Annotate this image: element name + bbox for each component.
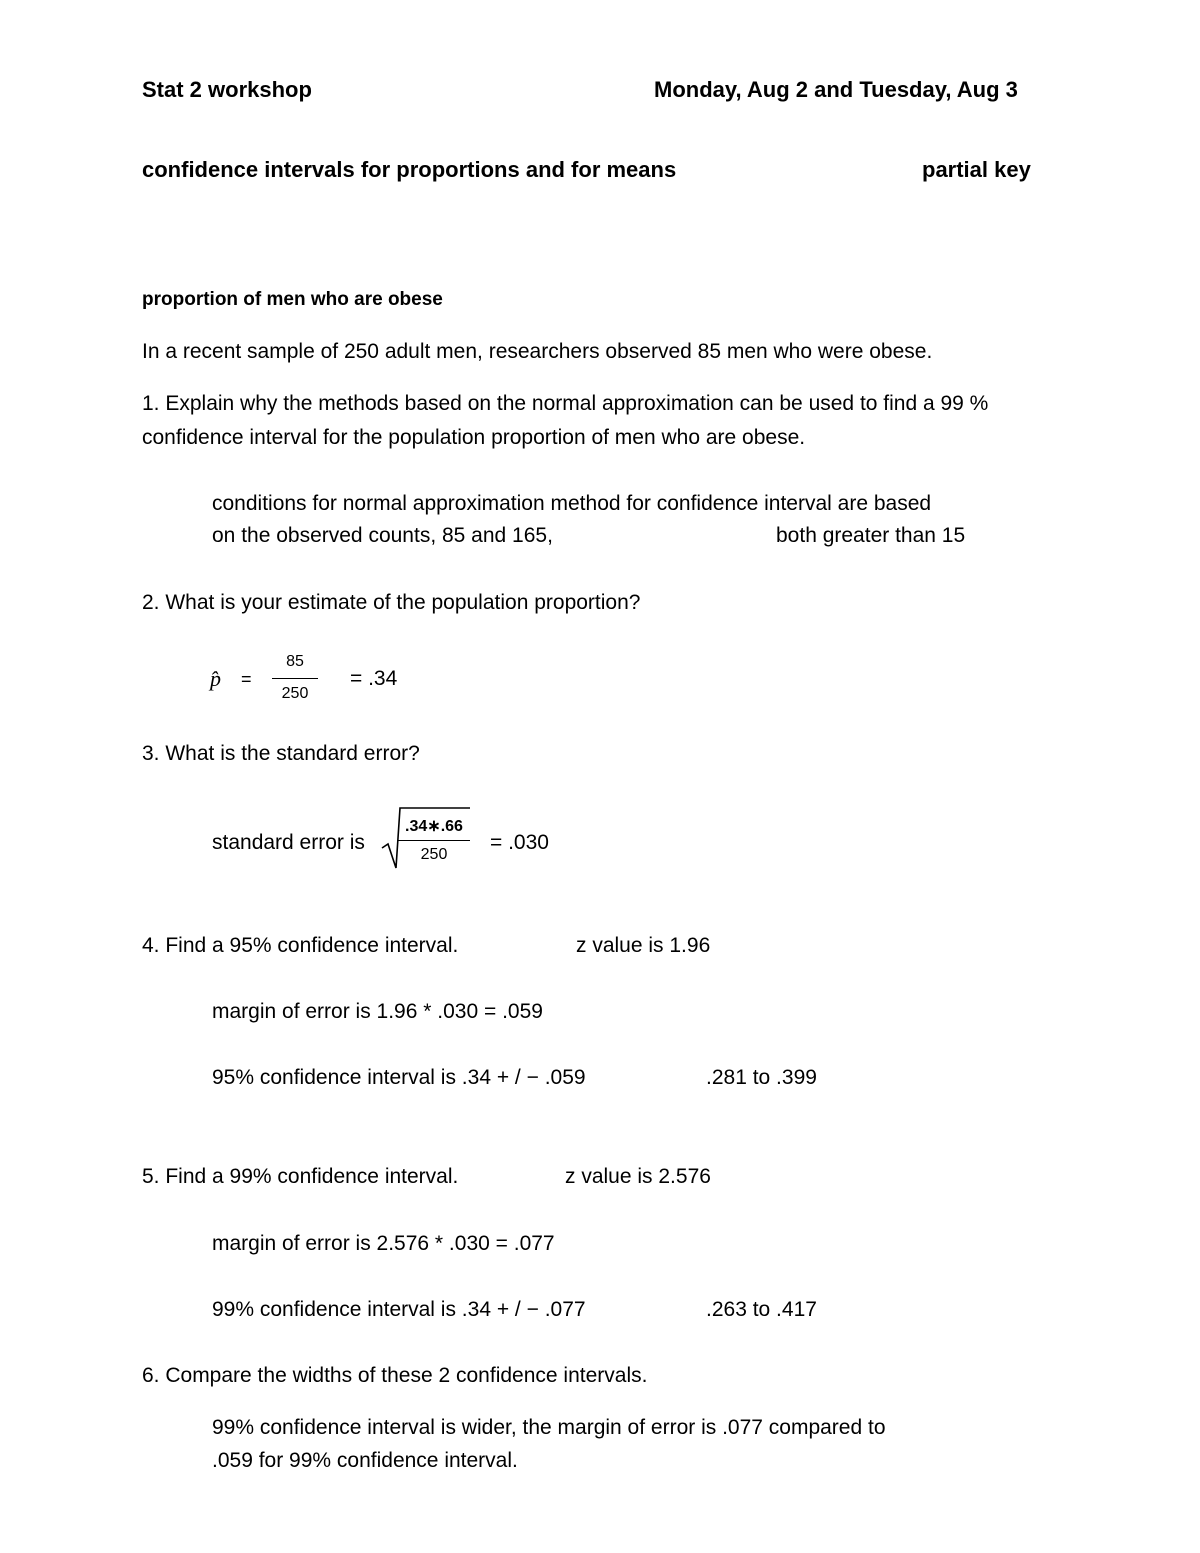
question-1-line-2: confidence interval for the population proportion of men who are obese. (142, 426, 806, 449)
confidence-interval-99: 99% confidence interval is .34 + / − .077 (212, 1298, 586, 1321)
z-value-95: z value is 1.96 (576, 934, 711, 957)
answer-1-condition: both greater than 15 (776, 524, 966, 547)
section-title: proportion of men who are obese (142, 289, 443, 310)
z-value-99: z value is 2.576 (565, 1165, 711, 1188)
question-1-line-1: 1. Explain why the methods based on the normal approximation can be used to find a 99 % (142, 392, 989, 415)
interval-range-95: .281 to .399 (706, 1066, 817, 1089)
fraction-denominator: 250 (281, 685, 309, 702)
header-date: Monday, Aug 2 and Tuesday, Aug 3 (654, 77, 1018, 102)
answer-1-line-2: on the observed counts, 85 and 165, (212, 524, 553, 547)
sqrt-numerator: .34∗.66 (405, 818, 463, 835)
standard-error-result: = .030 (490, 831, 549, 854)
question-4: 4. Find a 95% confidence interval. (142, 934, 459, 957)
answer-6-line-2: .059 for 99% confidence interval. (212, 1449, 518, 1472)
question-5: 5. Find a 99% confidence interval. (142, 1165, 459, 1188)
margin-of-error-99: margin of error is 2.576 * .030 = .077 (212, 1232, 555, 1255)
sqrt-denominator: 250 (420, 846, 448, 863)
sqrt-fraction-bar (398, 840, 470, 841)
answer-1-line-1: conditions for normal approximation method for confidence interval are based (212, 492, 932, 515)
problem-intro: In a recent sample of 250 adult men, researchers observed 85 men who were obese. (142, 340, 933, 363)
partial-key-label: partial key (922, 157, 1031, 182)
question-3: 3. What is the standard error? (142, 742, 420, 765)
interval-range-99: .263 to .417 (706, 1298, 817, 1321)
worksheet-subtitle: confidence intervals for proportions and for means (142, 157, 677, 182)
question-6: 6. Compare the widths of these 2 confidence intervals. (142, 1364, 648, 1387)
fraction-numerator: 85 (286, 653, 304, 670)
header-title: Stat 2 workshop (142, 77, 312, 102)
answer-6-line-1: 99% confidence interval is wider, the margin of error is .077 compared to (212, 1416, 886, 1439)
estimate-result: = .34 (350, 667, 398, 690)
margin-of-error-95: margin of error is 1.96 * .030 = .059 (212, 1000, 543, 1023)
fraction-bar (272, 678, 318, 679)
p-hat-symbol: p̂ (210, 666, 221, 691)
question-2: 2. What is your estimate of the population proportion? (142, 591, 641, 614)
equals-sign: = (241, 669, 252, 689)
confidence-interval-95: 95% confidence interval is .34 + / − .059 (212, 1066, 586, 1089)
standard-error-label: standard error is (212, 831, 365, 854)
